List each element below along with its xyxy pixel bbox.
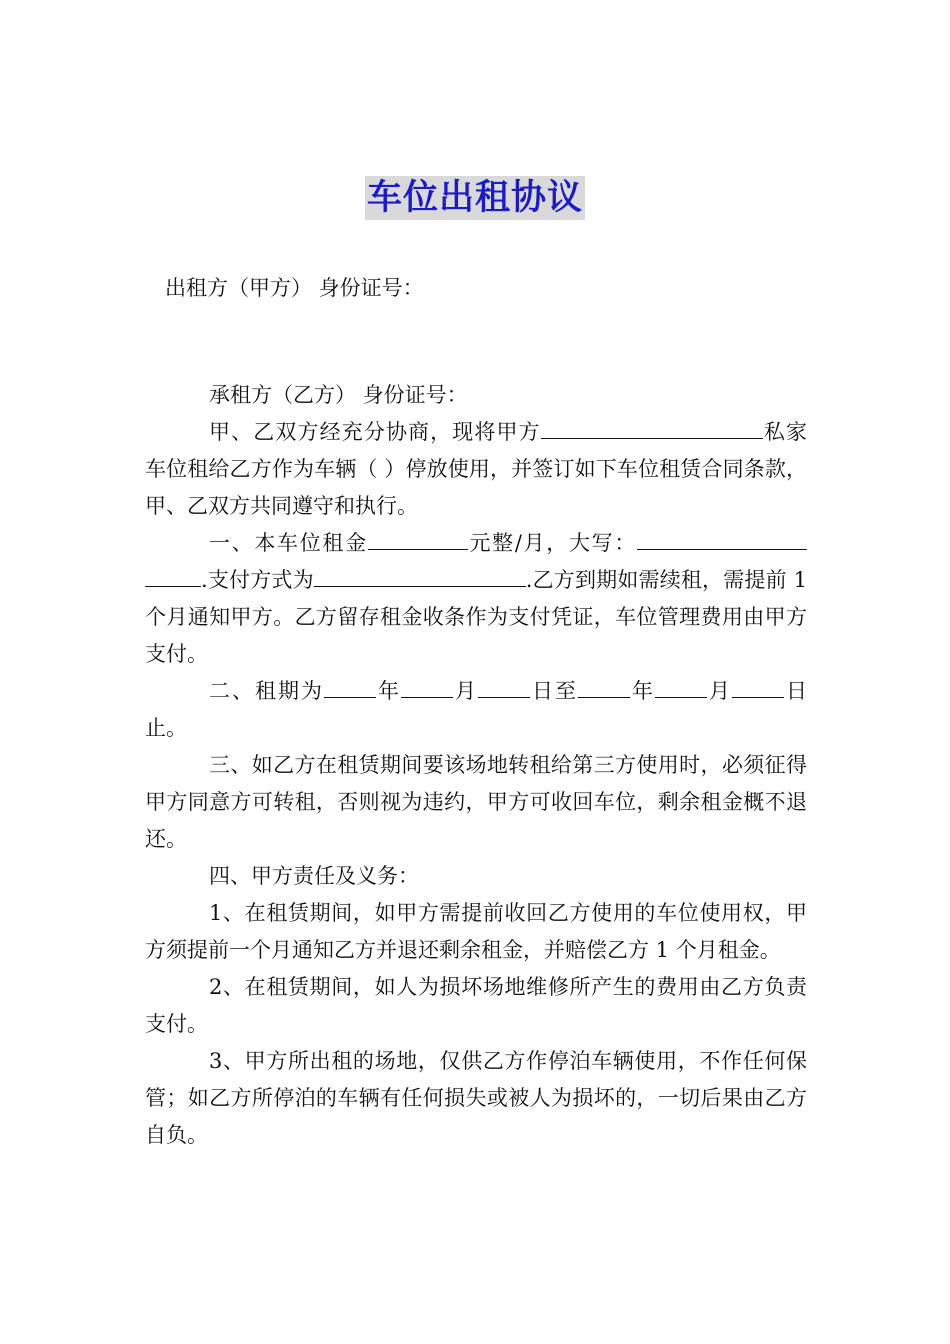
end-month-blank [655,675,707,698]
lessee-line: 承租方（乙方） 身份证号： [209,383,468,407]
term-end: 日止。 [145,679,807,740]
contract-body [145,414,807,1154]
duty-item-3: 3、甲方所出租的场地，仅供乙方作停泊车辆使用，不作任何保管；如乙方所停泊的车辆有任何损失或被人为损坏的，一切后果由乙方自负。 [145,1049,807,1147]
intro-text-b: 私家车位租给乙方作为车辆（ ）停放使用，并签订如下车位租赁合同条款，甲、乙双方共同遵守和执行。 [145,420,808,518]
term-year-1: 年 [376,679,401,703]
duty-item-1: 1、在租赁期间，如甲方需提前收回乙方使用的车位使用权，甲方须提前一个月通知乙方并退还剩余租金，并赔偿乙方 1 个月租金。 [145,901,807,962]
rent-text-d: .乙方到期如需续租，需提前 1 个月通知甲方。乙方留存租金收条作为支付凭证，车位管理费用由甲方支付。 [145,568,807,666]
term-day-1: 日至 [530,679,578,703]
start-day-blank [478,675,530,698]
rent-text-b: 元整/月，大写： [467,531,637,555]
term-month-2: 月 [707,679,732,703]
rent-words-blank-cont [145,564,201,587]
term-paragraph [145,673,807,747]
start-year-blank [324,675,376,698]
rent-text-c: .支付方式为 [201,568,314,592]
document-title: 车位出租协议 [366,178,583,218]
rent-paragraph [145,525,807,673]
term-text-a: 二、租期为 [209,679,324,703]
end-day-blank [732,675,784,698]
lessor-name-blank [541,416,763,439]
document-title-block [0,176,950,220]
start-month-blank [401,675,453,698]
end-year-blank [578,675,630,698]
term-year-2: 年 [630,679,655,703]
sublet-paragraph: 三、如乙方在租赁期间要该场地转租给第三方使用时，必须征得甲方同意方可转租，否则视为违约，甲方可收回车位，剩余租金概不退还。 [145,753,807,851]
rent-words-blank [637,527,807,550]
duty-item-2: 2、在租赁期间，如人为损坏场地维修所产生的费用由乙方负责支付。 [145,975,807,1036]
rent-amount-blank [368,527,468,550]
intro-text-a: 甲、乙双方经充分协商，现将甲方 [209,420,541,444]
term-month-1: 月 [453,679,478,703]
payment-method-blank [314,564,526,587]
rent-text-a: 一、本车位租金 [209,531,368,555]
lessor-line: 出租方（甲方） 身份证号： [165,276,424,300]
intro-paragraph [145,414,807,525]
duties-heading: 四、甲方责任及义务： [209,864,419,888]
